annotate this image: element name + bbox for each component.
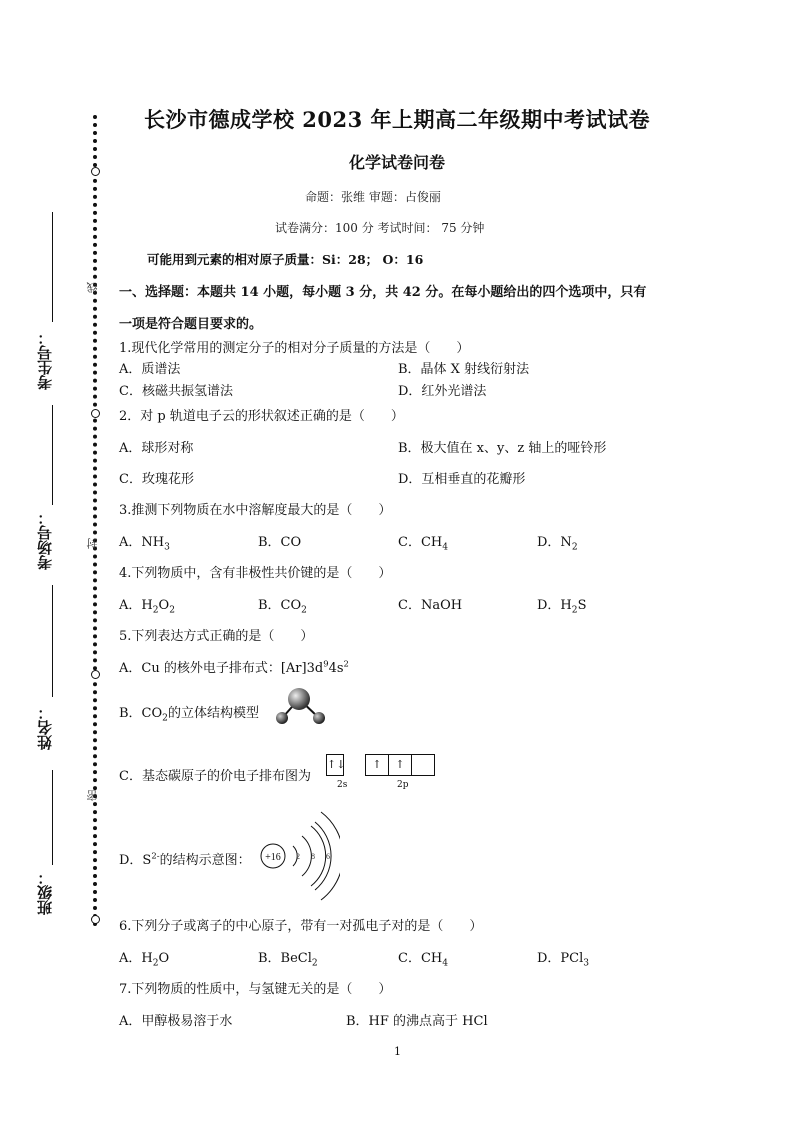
q3-option-b[interactable]: B．CO	[258, 535, 302, 550]
q4-option-a[interactable]: A．$H_2O_2$	[119, 598, 175, 616]
q1-option-c[interactable]: C．核磁共振氢谱法	[119, 384, 233, 399]
shell-2-electrons: 8	[311, 852, 315, 861]
q4-option-d[interactable]: D．$H_2S$	[537, 598, 587, 616]
exam-subtitle: 化学试卷问卷	[348, 153, 445, 172]
q7-option-b[interactable]: B．HF 的沸点高于 HCl	[346, 1014, 488, 1029]
orbital-label-2s: 2s	[337, 780, 348, 790]
orbital-box-2p-3	[412, 754, 435, 776]
score-time-line: 试卷满分：100 分 考试时间： 75 分钟	[275, 221, 485, 235]
seal-char-seal: 封	[86, 538, 99, 549]
orbital-box-2p-1: ↑	[365, 754, 389, 776]
q1-option-d[interactable]: D．红外光谱法	[398, 384, 487, 399]
label-name: 姓名：	[36, 705, 54, 750]
field-student-number-line[interactable]	[52, 212, 53, 322]
q6-option-b[interactable]: B．BeCl$_2$	[258, 951, 318, 969]
seal-char-line: 线	[86, 282, 99, 293]
q6-option-a[interactable]: A．$H_2O$	[119, 951, 170, 969]
q5-option-c[interactable]: C．基态碳原子的价电子排布图为	[119, 769, 311, 784]
co2-molecule-model-icon	[270, 686, 332, 728]
q6-option-d[interactable]: D．PCl$_3$	[537, 951, 590, 969]
carbon-orbital-diagram	[326, 754, 344, 776]
q3-stem: 3.推测下列物质在水中溶解度最大的是（ ）	[119, 503, 392, 518]
seal-char-secret: 密	[86, 790, 99, 801]
section1-heading-line1: 一、选择题：本题共 14 小题，每小题 3 分，共 42 分。在每小题给出的四个选项中，只有	[119, 285, 647, 300]
q5-option-d[interactable]: D．$S^{2-}$的结构示意图：	[119, 850, 251, 868]
q6-option-c[interactable]: C．$CH_4$	[398, 951, 449, 969]
q4-stem: 4.下列物质中，含有非极性共价键的是（ ）	[119, 566, 392, 581]
label-class: 班级：	[36, 870, 54, 915]
exam-title: 长沙市德成学校 2023 年上期高二年级期中考试试卷	[143, 107, 651, 132]
orbital-box-2p-2: ↑	[389, 754, 412, 776]
field-class-line[interactable]	[52, 770, 53, 865]
author-line: 命题：张维 审题：占俊丽	[305, 190, 441, 204]
q2-option-a[interactable]: A．球形对称	[119, 441, 194, 456]
section1-heading-line2: 一项是符合题目要求的。	[119, 317, 263, 332]
carbon-orbital-2p	[365, 754, 435, 776]
q5-stem: 5.下列表达方式正确的是（ ）	[119, 629, 314, 644]
q2-option-c[interactable]: C．玫瑰花形	[119, 472, 194, 487]
binding-circle-3	[91, 670, 100, 679]
q3-option-c[interactable]: C．$CH_4$	[398, 535, 449, 553]
q2-option-b[interactable]: B．极大值在 x、y、z 轴上的哑铃形	[398, 441, 607, 456]
field-exam-room-line[interactable]	[52, 405, 53, 505]
atomic-masses: 可能用到元素的相对原子质量：Si：28； O：16	[147, 252, 424, 267]
binding-dotted-line	[93, 115, 97, 927]
label-student-number: 考生号：	[36, 330, 54, 390]
binding-circle-4	[91, 915, 100, 924]
shell-3-electrons: 6	[326, 852, 330, 861]
q1-stem: 1.现代化学常用的测定分子的相对分子质量的方法是（ ）	[119, 341, 470, 356]
q5-option-a[interactable]: A．Cu 的核外电子排布式：$[Ar]3d^94s^2$	[119, 658, 349, 676]
q5-option-b[interactable]: B．$CO_2$的立体结构模型	[119, 706, 259, 724]
label-exam-room: 考场号：	[36, 510, 54, 570]
q1-option-a[interactable]: A．质谱法	[119, 362, 181, 377]
q3-option-a[interactable]: A．$NH_3$	[119, 535, 170, 553]
q6-stem: 6.下列分子或离子的中心原子，带有一对孤电子对的是（ ）	[119, 919, 483, 934]
sulfide-ion-structure-diagram	[255, 806, 340, 906]
page-number: 1	[394, 1045, 401, 1058]
binding-circle-2	[91, 409, 100, 418]
q1-option-b[interactable]: B．晶体 X 射线衍射法	[398, 362, 530, 377]
q3-option-d[interactable]: D．$N_2$	[537, 535, 578, 553]
nucleus-charge: +16	[265, 852, 281, 863]
q7-stem: 7.下列物质的性质中，与氢键无关的是（ ）	[119, 982, 392, 997]
shell-1-electrons: 2	[296, 852, 300, 861]
orbital-label-2p: 2p	[397, 780, 409, 790]
q4-option-c[interactable]: C．NaOH	[398, 598, 463, 613]
field-name-line[interactable]	[52, 585, 53, 697]
q7-option-a[interactable]: A．甲醇极易溶于水	[119, 1014, 233, 1029]
q2-stem: 2．对 p 轨道电子云的形状叙述正确的是（ ）	[119, 409, 404, 424]
q4-option-b[interactable]: B．$CO_2$	[258, 598, 307, 616]
orbital-box-2s: ↑↓	[326, 754, 344, 776]
q2-option-d[interactable]: D．互相垂直的花瓣形	[398, 472, 526, 487]
